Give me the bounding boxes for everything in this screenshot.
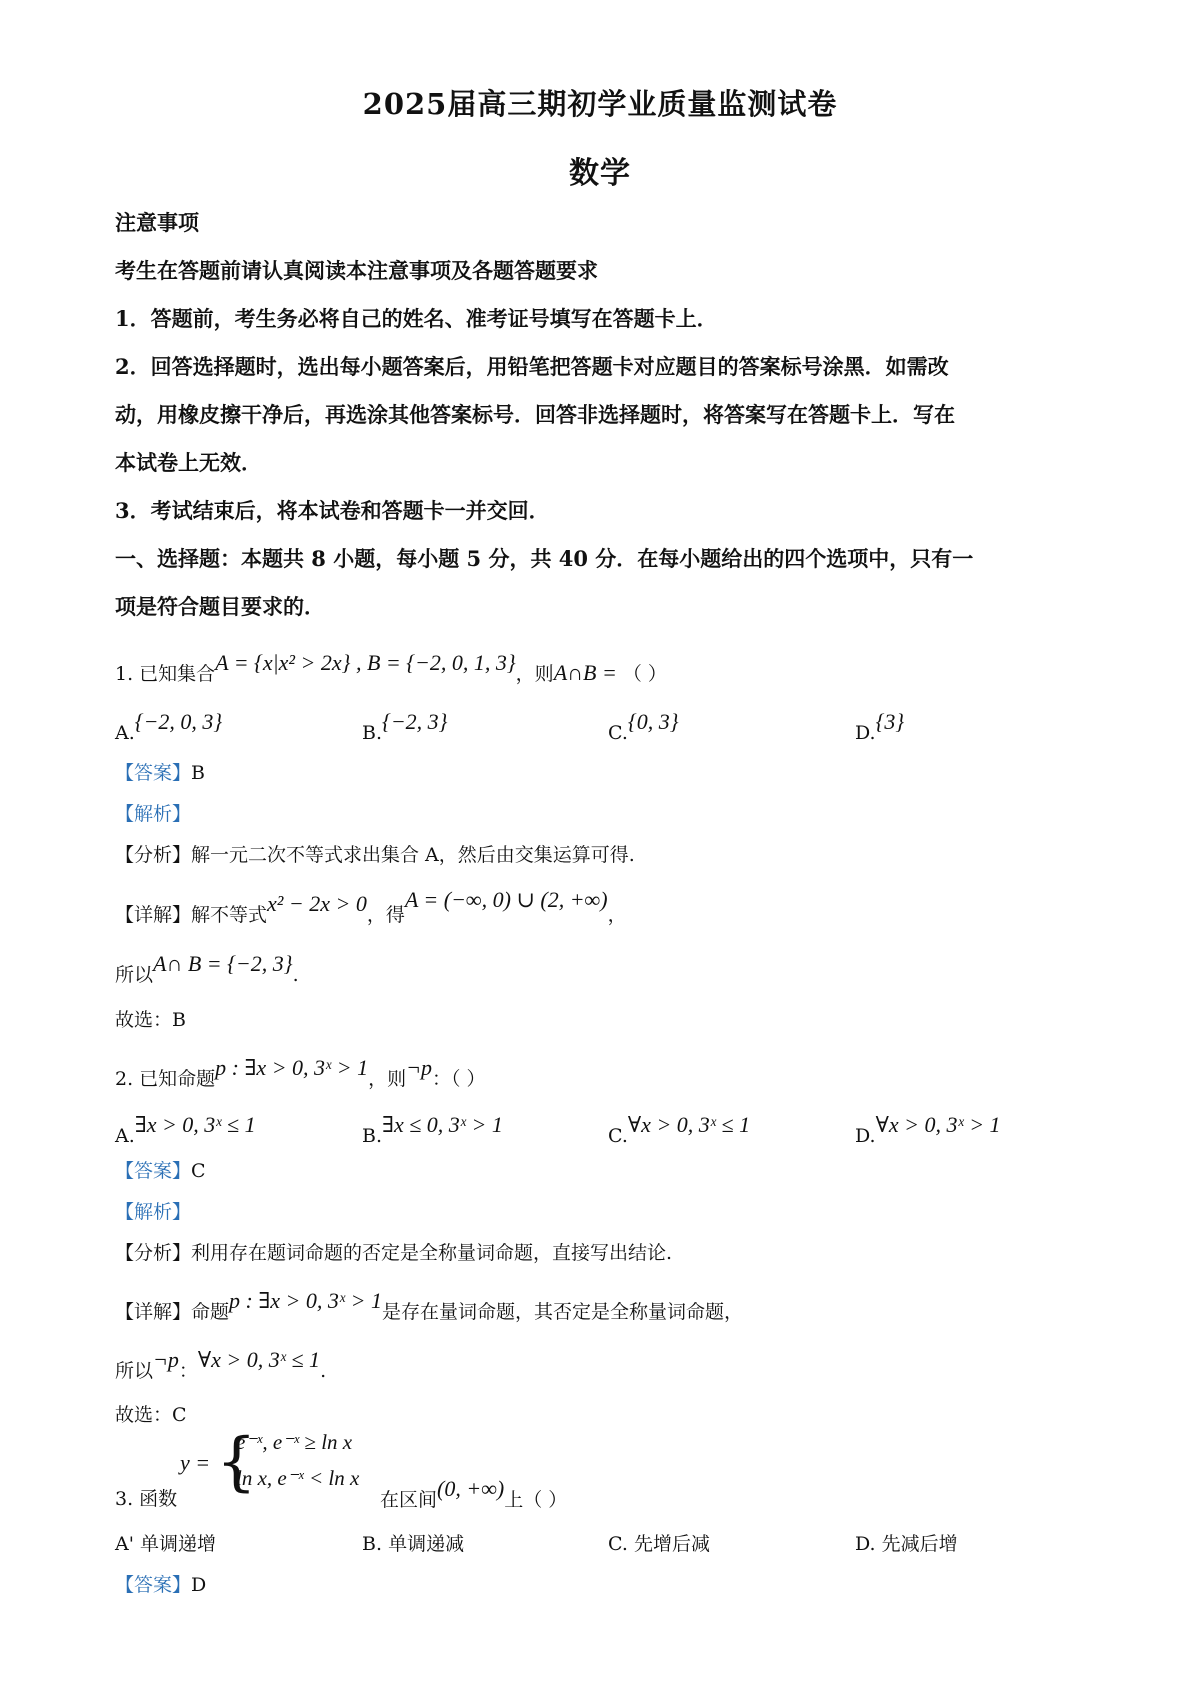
q1-answer-value: B bbox=[191, 762, 205, 784]
q2-option-a-formula: ∃x > 0, 3ˣ ≤ 1 bbox=[134, 1112, 256, 1137]
exam-subject: 数学 bbox=[569, 156, 631, 191]
q1-mid: ，则 bbox=[515, 663, 554, 685]
q2-xiangjie-formula: p : ∃x > 0, 3ˣ > 1 bbox=[229, 1288, 382, 1313]
q2-guxuan: 故选：C bbox=[115, 1404, 187, 1426]
q1-question-formula: A∩B = bbox=[553, 660, 617, 685]
q2-suoyi-formula-2: ∀x > 0, 3ˣ ≤ 1 bbox=[197, 1347, 321, 1372]
q1-option-b-formula: {−2, 3} bbox=[382, 709, 448, 734]
q3-option-a bbox=[115, 1529, 216, 1559]
q1-analysis bbox=[115, 799, 191, 829]
q3-function-y: y = bbox=[180, 1450, 211, 1475]
q1-fenxi-tag: 【分析】 bbox=[115, 844, 192, 866]
q1-xiangjie-text: 解不等式 bbox=[191, 904, 268, 926]
q3-piece-row-1: e⁻ˣ, e⁻ˣ ≥ ln x bbox=[236, 1430, 353, 1454]
q3-answer bbox=[115, 1570, 206, 1600]
q1-option-a bbox=[115, 709, 223, 748]
q2-xiangjie-text: 命题 bbox=[191, 1301, 230, 1323]
q3-option-d-text: 先减后增 bbox=[881, 1533, 958, 1555]
q1-option-a-formula: {−2, 0, 3} bbox=[134, 709, 223, 734]
q3-mid: 在区间 bbox=[380, 1489, 438, 1511]
q1-option-b-label: B. bbox=[362, 722, 383, 744]
q1-xiangjie-formula-2: A = (−∞, 0) ∪ (2, +∞) bbox=[404, 887, 608, 912]
q1-fenxi bbox=[115, 840, 635, 870]
q1-option-d-label: D. bbox=[855, 722, 876, 744]
q2-xiangjie bbox=[115, 1288, 743, 1327]
q1-suoyi-formula: A∩ B = {−2, 3} bbox=[153, 951, 293, 976]
q2-fenxi bbox=[115, 1238, 672, 1268]
q2-answer-value: C bbox=[191, 1160, 206, 1182]
notice-item-2-line-3: 本试卷上无效． bbox=[115, 450, 262, 475]
q2-option-d-label: D. bbox=[855, 1125, 876, 1147]
q3-option-d-label: D. bbox=[855, 1533, 876, 1555]
q1-option-d-formula: {3} bbox=[875, 709, 905, 734]
q2-option-a bbox=[115, 1112, 256, 1151]
q3-prefix: 3. 函数 bbox=[115, 1488, 178, 1510]
q3-option-c-label: C. bbox=[608, 1533, 628, 1555]
q2-suoyi-formula-1: ¬p bbox=[153, 1347, 179, 1372]
q1-answer bbox=[115, 758, 205, 788]
q2-suoyi-label: 所以 bbox=[115, 1360, 154, 1382]
q3-stem-tail bbox=[380, 1476, 568, 1515]
q3-option-c bbox=[608, 1529, 710, 1559]
section-heading-line-2: 项是符合题目要求的． bbox=[115, 594, 325, 619]
q3-option-c-text: 先增后减 bbox=[633, 1533, 710, 1555]
q2-suoyi bbox=[115, 1347, 327, 1386]
q3-interval-formula: (0, +∞) bbox=[437, 1476, 505, 1501]
q1-suoyi-label: 所以 bbox=[115, 964, 154, 986]
q1-stem bbox=[115, 650, 1095, 689]
q3-answer-value: D bbox=[191, 1574, 207, 1596]
q2-stem bbox=[115, 1055, 486, 1094]
q2-fenxi-tag: 【分析】 bbox=[115, 1242, 192, 1264]
q1-option-a-label: A. bbox=[115, 722, 135, 744]
q1-option-c-label: C. bbox=[608, 722, 628, 744]
q3-piece-row-2: ln x, e⁻ˣ < ln x bbox=[236, 1466, 360, 1490]
q2-xiangjie-end: 是存在量词命题，其否定是全称量词命题， bbox=[381, 1301, 743, 1323]
q1-prefix: 1. 已知集合 bbox=[115, 663, 216, 685]
q1-option-d bbox=[855, 709, 905, 748]
q2-option-d bbox=[855, 1112, 1001, 1151]
q2-end: ：（ ） bbox=[431, 1068, 486, 1090]
q2-option-b bbox=[362, 1112, 503, 1151]
q1-xiangjie bbox=[115, 887, 627, 930]
q2-proposition-formula: p : ∃x > 0, 3ˣ > 1 bbox=[215, 1055, 369, 1080]
q3-end: 上（ ） bbox=[504, 1489, 568, 1511]
notice-item-1: 1．答题前，考生务必将自己的姓名、准考证号填写在答题卡上． bbox=[115, 306, 718, 331]
q1-analysis-tag: 【解析】 bbox=[115, 803, 192, 825]
q1-xiangjie-formula-1: x² − 2x > 0 bbox=[267, 891, 367, 916]
notice-item-2-line-2: 动，用橡皮擦干净后，再选涂其他答案标号．回答非选择题时，将答案写在答题卡上．写在 bbox=[115, 402, 955, 427]
q3-option-b-label: B. bbox=[362, 1533, 383, 1555]
q2-suoyi-colon: ： bbox=[178, 1360, 198, 1382]
q2-option-a-label: A. bbox=[115, 1125, 135, 1147]
q2-analysis bbox=[115, 1197, 191, 1227]
q2-mid: ，则 bbox=[368, 1068, 407, 1090]
q2-option-c bbox=[608, 1112, 751, 1151]
notice-item-3: 3．考试结束后，将本试卷和答题卡一并交回． bbox=[115, 498, 550, 523]
q1-sets-formula: A = {x|x² > 2x} , B = {−2, 0, 1, 3} bbox=[215, 650, 516, 675]
q3-answer-tag: 【答案】 bbox=[115, 1574, 192, 1596]
q1-xiangjie-mid: ，得 bbox=[366, 904, 405, 926]
exam-title: 2025届高三期初学业质量监测试卷 bbox=[362, 87, 838, 121]
q3-piecewise-function bbox=[180, 1425, 400, 1504]
q2-prefix: 2. 已知命题 bbox=[115, 1068, 216, 1090]
q2-suoyi-end: . bbox=[320, 1360, 327, 1382]
q1-xiangjie-end: ， bbox=[607, 904, 627, 926]
notice-heading: 注意事项 bbox=[115, 210, 199, 235]
q2-option-c-label: C. bbox=[608, 1125, 628, 1147]
q3-option-b bbox=[362, 1529, 464, 1559]
q1-xiangjie-tag: 【详解】 bbox=[115, 904, 192, 926]
q1-paren: （ ） bbox=[622, 663, 667, 685]
q2-negation-formula: ¬p bbox=[406, 1055, 432, 1080]
q2-option-b-label: B. bbox=[362, 1125, 383, 1147]
q2-answer bbox=[115, 1156, 206, 1186]
q1-suoyi-end: . bbox=[292, 964, 299, 986]
q2-option-d-formula: ∀x > 0, 3ˣ > 1 bbox=[875, 1112, 1001, 1137]
q3-left-brace: { bbox=[216, 1425, 257, 1499]
q1-guxuan: 故选：B bbox=[115, 1009, 186, 1031]
q1-suoyi bbox=[115, 951, 299, 990]
q1-fenxi-text: 解一元二次不等式求出集合 A，然后由交集运算可得. bbox=[191, 844, 635, 866]
q2-answer-tag: 【答案】 bbox=[115, 1160, 192, 1182]
q1-answer-tag: 【答案】 bbox=[115, 762, 192, 784]
q2-analysis-tag: 【解析】 bbox=[115, 1201, 192, 1223]
notice-item-2-line-1: 2．回答选择题时，选出每小题答案后，用铅笔把答题卡对应题目的答案标号涂黑．如需改 bbox=[115, 354, 949, 379]
q2-option-b-formula: ∃x ≤ 0, 3ˣ > 1 bbox=[382, 1112, 503, 1137]
q3-option-a-text: 单调递增 bbox=[140, 1533, 217, 1555]
q2-xiangjie-tag: 【详解】 bbox=[115, 1301, 192, 1323]
q1-option-c bbox=[608, 709, 679, 748]
q3-option-d bbox=[855, 1529, 958, 1559]
notice-intro: 考生在答题前请认真阅读本注意事项及各题答题要求 bbox=[115, 258, 598, 283]
section-heading-line-1: 一、选择题：本题共 8 小题，每小题 5 分，共 40 分．在每小题给出的四个选项中，只有一 bbox=[115, 546, 974, 571]
q1-option-b bbox=[362, 709, 448, 748]
q3-option-b-text: 单调递减 bbox=[388, 1533, 465, 1555]
q1-option-c-formula: {0, 3} bbox=[627, 709, 679, 734]
q2-fenxi-text: 利用存在题词命题的否定是全称量词命题，直接写出结论. bbox=[191, 1242, 673, 1264]
q3-option-a-label: A' bbox=[115, 1533, 134, 1555]
q2-option-c-formula: ∀x > 0, 3ˣ ≤ 1 bbox=[627, 1112, 751, 1137]
